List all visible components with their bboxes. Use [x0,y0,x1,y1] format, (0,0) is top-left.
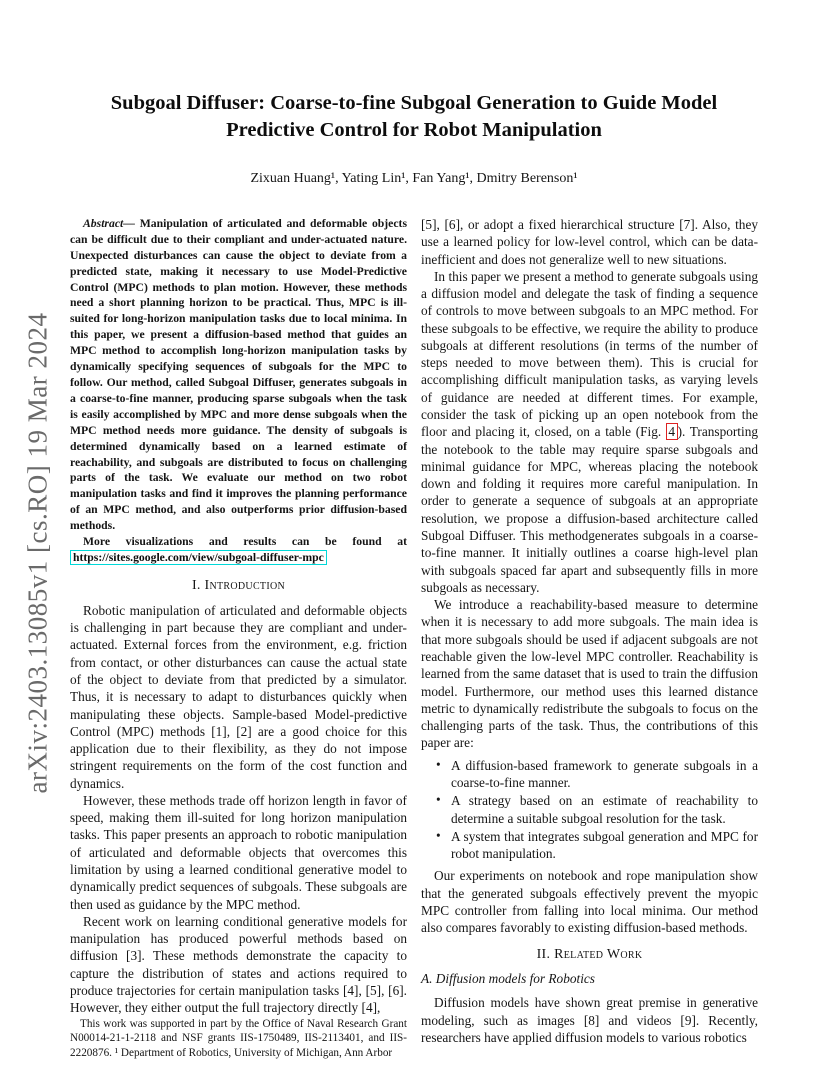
more-text: More visualizations and results can be found at [83,535,407,549]
project-website-link[interactable]: https://sites.google.com/view/subgoal-diffuser-mpc [70,550,327,565]
reachability-paragraph: We introduce a reachability-based measure to determine when it is necessary to add more subgoals. The main idea is that more subgoals should be used if adjacent subgoals are not reachable given the low-level MPC controller. Reachability is learned from the same dataset that is used to train the diffusion model. Furthermore, our method uses this learned distance metric to dynamically redistribute the subgoals to focus on the challenging parts of the task. Thus, the contributions of this paper are: [421,597,758,751]
left-column [70,216,407,1059]
experiments-summary-paragraph: Our experiments on notebook and rope manipulation show that the generated subgoals effectively prevent the myopic MPC controller from falling into local minima. Our method also compares favorably to existing diffusion-based methods. [421,868,758,936]
paper-page [70,0,758,1059]
contributions-list [421,757,758,863]
method-overview-pre: In this paper we present a method to generate subgoals using a diffusion model and delegate the task of finding a sequence of controls to move between subgoals to an MPC method. For these subgoals to be effective, we require the ability to produce subgoals at different resolutions (in terms of the number of steps needed to move between them). This is crucial for accomplishing difficult manipulation tasks, as varying levels of guidance are needed at different times. For example, consider the task of picking up an open notebook from the floor and placing it, closed, on a table (Fig. [421,268,758,440]
related-work-paragraph: Diffusion models have shown great premise in generative modeling, such as images [8] and videos [9]. Recently, researchers have applied diffusion models to various robotics [421,995,758,1046]
abstract-text: Manipulation of articulated and deformable objects can be difficult due to their compliant and under-actuated nature. Unexpected disturbances can cause the object to deviate from a predicted state, making it necessary to use Model-Predictive Control (MPC) methods to plan motion. However, these methods need a short planning horizon to be practical. Thus, MPC is ill-suited for long-horizon manipulation tasks due to local minima. In this paper, we present a diffusion-based method that guides an MPC method to accomplish long-horizon manipulation tasks by dynamically specifying sequences of subgoals for the MPC to follow. Our method, called Subgoal Diffuser, generates subgoals in a coarse-to-fine manner, producing sparse subgoals when the task is easily accomplished by MPC and more dense subgoals when the MPC method needs more guidance. The density of subgoals is determined dynamically based on a learned estimate of reachability, and subgoals are distributed to focus on challenging parts of the task. We evaluate our method on two robot manipulation tasks and find it improves the planning performance of an MPC method, and also outperforms prior diffusion-based methods. [70,216,407,533]
paper-title: Subgoal Diffuser: Coarse-to-fine Subgoal Generation to Guide Model Predictive Control for Robot Manipulation [110,92,718,142]
intro-paragraph-2: However, these methods trade off horizon length in favor of speed, making them ill-suited for long horizon manipulation tasks. This paper presents an approach to robotic manipulation of articulated and deformable objects that overcomes this limitation by using a learned conditional generative model to dynamically predict sequences of subgoals. These subgoals are then used as guidance by the MPC method. [70,792,407,912]
method-overview-paragraph [421,268,758,596]
section-heading-introduction: I. Introduction [191,577,286,593]
continuation-paragraph: [5], [6], or adopt a fixed hierarchical structure [7]. Also, they use a learned policy for low-level control, which can be data-inefficient and does not generalize well to new situations. [421,216,758,267]
right-column [421,216,758,1046]
list-item: • A system that integrates subgoal generation and MPC for robot manipulation. [451,828,758,863]
abstract-paragraph [70,216,407,534]
list-item: • A strategy based on an estimate of reachability to determine a suitable subgoal resolution for the task. [451,792,758,827]
method-overview-post: ). Transporting the notebook to the table may require sparse subgoals and minimal guidance for MPC, whereas placing the notebook down and folding it requires more careful manipulation. In order to generate a sequence of subgoals at an appropriate resolution, we propose a diffusion-based architecture called Subgoal Diffuser. This methodgenerates subgoals in a coarse-to-fine manner. It initially outlines a coarse high-level plan with subgoals spaced far apart and subsequently fills in more subgoals as necessary. [421,424,758,595]
funding-footnote: This work was supported in part by the Office of Naval Research Grant N00014-21-1-2118 and NSF grants IIS-1750489, IIS-2113401, and IIS-2220876. ¹ Department of Robotics, University of Michigan, Ann Arbor [70,1017,407,1059]
figure-4-reference-link[interactable]: 4 [666,423,678,440]
two-column-body [70,216,758,1059]
subsection-heading-diffusion-robotics: A. Diffusion models for Robotics [421,971,595,987]
intro-paragraph-1: Robotic manipulation of articulated and deformable objects is challenging in part because they are compliant and under-actuated. External forces from the environment, e.g. friction from contact, or other disturbances can cause the actual state of the object to deviate from that predicted by a simulator. Thus, it is necessary to adapt to disturbances quickly when manipulating these objects. Sample-based Model-predictive Control (MPC) methods [1], [2] are a good choice for this application due to their flexibility, as they do not impose stringent requirements on the form of the cost function and dynamics. [70,602,407,791]
abstract-more-line [70,534,407,567]
section-heading-related-work: II. Related Work [536,947,643,963]
authors-line: Zixuan Huang¹, Yating Lin¹, Fan Yang¹, Dmitry Berenson¹ [250,170,578,186]
arxiv-banner: arXiv:2403.13085v1 [cs.RO] 19 Mar 2024 [22,312,53,794]
list-item: • A diffusion-based framework to generate subgoals in a coarse-to-fine manner. [451,757,758,792]
intro-paragraph-3: Recent work on learning conditional generative models for manipulation has produced powerful methods based on diffusion [3]. These methods demonstrate the capacity to capture the distribution of states and actions required to produce trajectories for certain manipulation tasks [4], [5], [6]. However, they either output the full trajectory directly [4], [70,913,407,1016]
abstract-label: Abstract— [83,216,135,230]
